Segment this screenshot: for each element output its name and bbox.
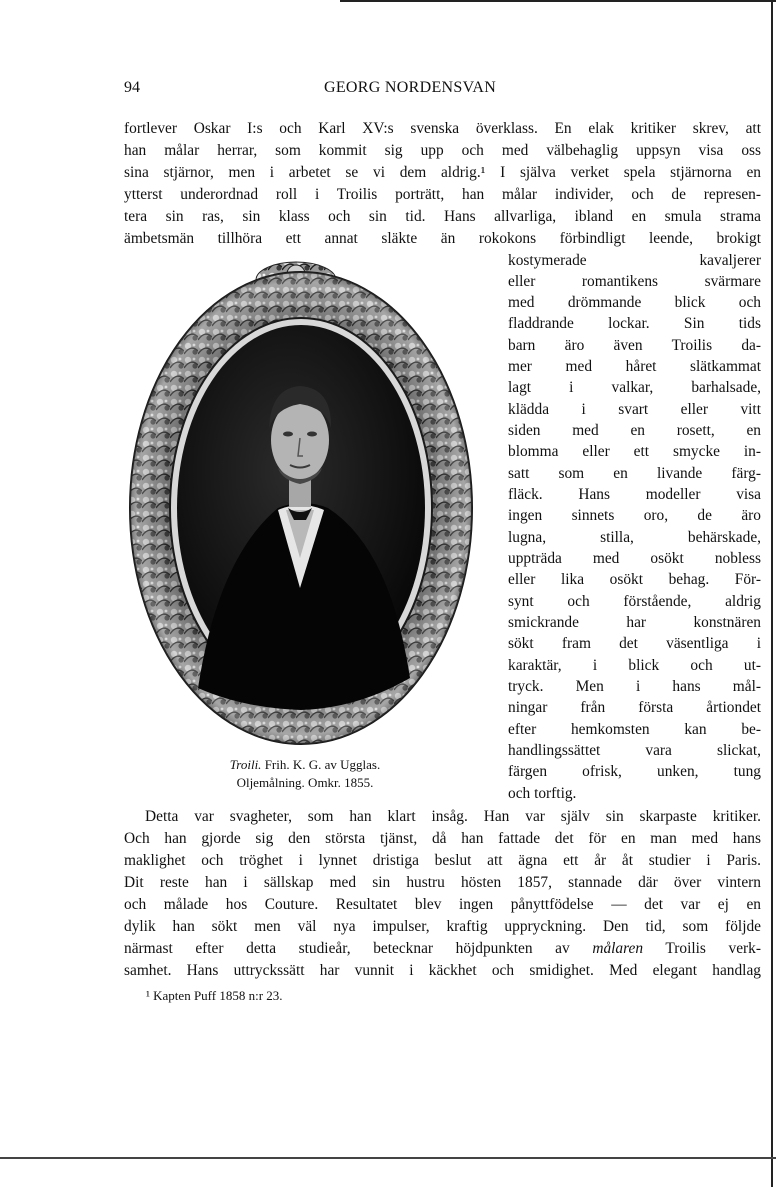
text-line: fortlever Oskar I:s och Karl XV:s svenska överklass. En elak kritiker skrev, att [124, 120, 761, 137]
text-line: maklighet och tröghet i lynnet dristiga beslut att ägna ett år åt studier i Paris. [124, 852, 761, 869]
caption-title: Troili. [229, 757, 262, 772]
column-line: klädda i svart eller vitt [508, 401, 761, 418]
column-line: kostymerade kavaljerer [508, 252, 761, 269]
column-line: ningar från första årtiondet [508, 699, 761, 716]
column-line: fläck. Hans modeller visa [508, 486, 761, 503]
column-line: lagt i valkar, barhalsade, [508, 379, 761, 396]
footnote: ¹ Kapten Puff 1858 n:r 23. [146, 988, 283, 1003]
text-line: Och han gjorde sig den största tjänst, då han fattade det för en man med hans [124, 830, 761, 847]
text-line: och målade hos Couture. Resultatet blev ingen pånyttfödelse — det var ej en [124, 896, 761, 913]
page-edge-right [771, 0, 773, 1187]
column-line: blomma eller ett smycke in- [508, 443, 761, 460]
text-line: ämbetsmän tillhöra ett annat släkte än rokokons förbindligt leende, brokigt [124, 230, 761, 247]
text-line: dylik han sökt men väl nya impulser, kraftig uppryckning. Den tid, som följde [124, 918, 761, 935]
caption-sitter: Frih. K. G. av Ugglas. [264, 757, 381, 772]
column-line: smickrande har konstnären [508, 614, 761, 631]
text-line: han målar herrar, som kommit sig upp och med välbehaglig uppsyn visa oss [124, 142, 761, 159]
column-line: barn äro även Troilis da- [508, 337, 761, 354]
column-line: siden med en rosett, en [508, 422, 761, 439]
text-line: Dit reste han i sällskap med sin hustru hösten 1857, stannade där över vintern [124, 874, 761, 891]
column-line: med drömmande blick och [508, 294, 761, 311]
running-title: GEORG NORDENSVAN [324, 79, 497, 96]
column-line: lugna, stilla, behärskade, [508, 529, 761, 546]
column-line: satt som en livande färg- [508, 465, 761, 482]
text-segment: Troilis verk- [665, 940, 762, 957]
column-line: handlingssättet vara slickat, [508, 742, 761, 759]
text-line: tera sin ras, sin klass och sin tid. Hans allvarliga, ibland en smula strama [124, 208, 761, 225]
text-line: sina stjärnor, men i arbetet se vi dem aldrig.¹ I själva verket spela stjärnorna en [124, 164, 761, 181]
column-line: mer med håret slätkammat [508, 358, 761, 375]
column-line: karaktär, i blick och ut- [508, 657, 761, 674]
figure-caption-line2: Oljemålning. Omkr. 1855. [236, 775, 374, 790]
column-line: synt och förstående, aldrig [508, 593, 761, 610]
column-line: och torftig. [508, 785, 577, 802]
column-line: eller romantikens svärmare [508, 273, 761, 290]
column-line: sökt fram det väsentliga i [508, 635, 761, 652]
page-edge-bottom [0, 1157, 776, 1159]
text-segment: närmast efter detta studieår, betecknar höjdpunkten av [124, 940, 570, 957]
text-line: samhet. Hans uttryckssätt har vunnit i käckhet och smidighet. Med elegant handlag [124, 962, 761, 979]
text-line-with-emphasis [124, 938, 761, 959]
column-line: fladdrande lockar. Sin tids [508, 315, 761, 332]
portrait-illustration [128, 258, 474, 750]
page-number: 94 [124, 79, 140, 96]
figure-caption-line1 [222, 756, 388, 774]
column-line: färgen ofrisk, unken, tung [508, 763, 761, 780]
text-line: ytterst underordnad roll i Troilis porträtt, han målar individer, och de represen- [124, 186, 761, 203]
page-edge-top [340, 0, 776, 2]
portrait-figure [128, 258, 474, 750]
column-line: efter hemkomsten kan be- [508, 721, 761, 738]
column-line: tryck. Men i hans mål- [508, 678, 761, 695]
text-line: Detta var svagheter, som han klart insåg. Han var själv sin skarpaste kritiker. [145, 808, 761, 825]
emphasis-word: målaren [592, 940, 644, 957]
column-line: eller lika osökt behag. För- [508, 571, 761, 588]
column-line: ingen sinnets oro, de äro [508, 507, 761, 524]
column-line: uppträda med osökt nobless [508, 550, 761, 567]
